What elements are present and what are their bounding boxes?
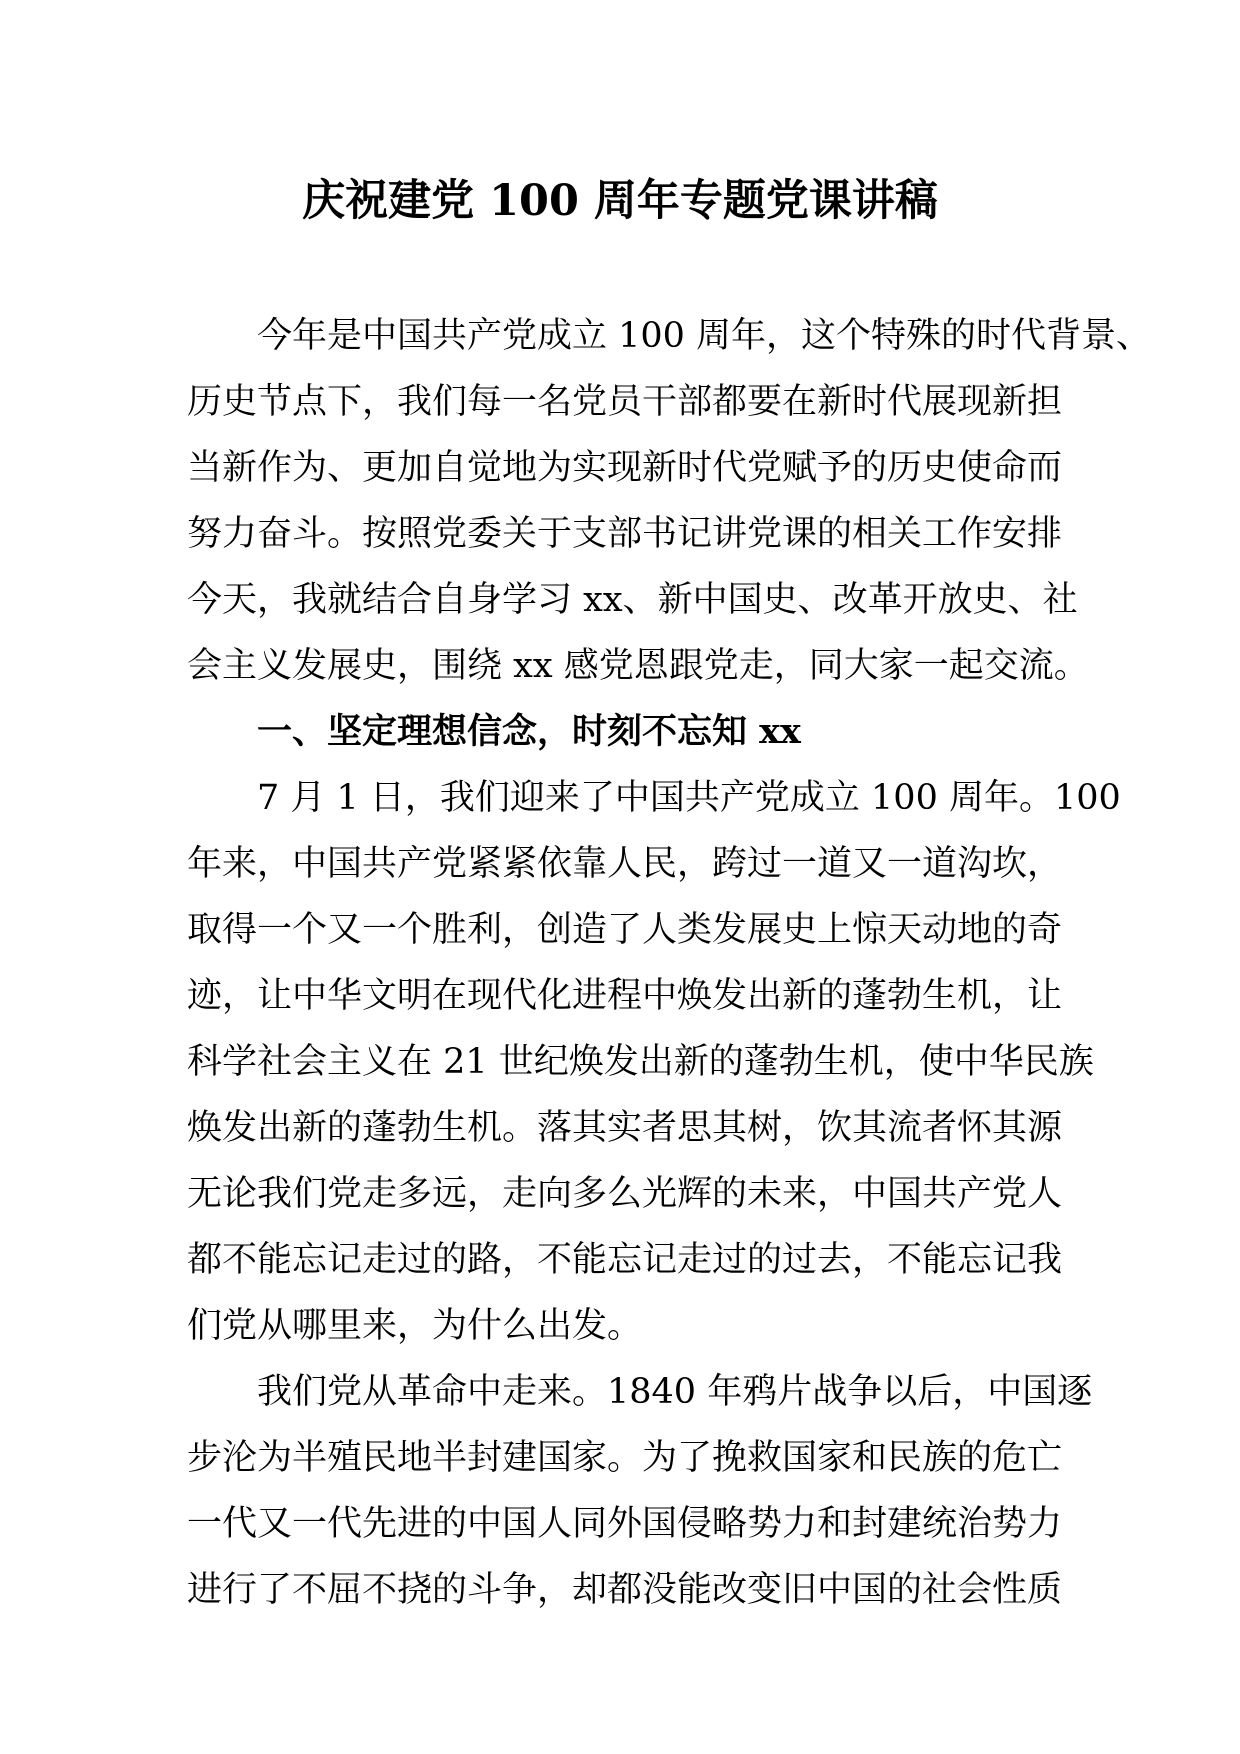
paragraph-line: 科学社会主义在 21 世纪焕发出新的蓬勃生机，使中华民族 — [187, 1042, 1094, 1082]
paragraph-line: 今天，我就结合自身学习 xx、新中国史、改革开放史、社 — [187, 580, 1078, 620]
paragraph-line: 历史节点下，我们每一名党员干部都要在新时代展现新担 — [187, 382, 1063, 422]
document-body — [187, 303, 1152, 1623]
paragraph-line: 迹，让中华文明在现代化进程中焕发出新的蓬勃生机，让 — [187, 976, 1063, 1016]
paragraph-line: 会主义发展史，围绕 xx 感党恩跟党走，同大家一起交流。 — [187, 646, 1089, 686]
document-title: 庆祝建党 100 周年专题党课讲稿 — [302, 176, 938, 226]
paragraph-line: 我们党从革命中走来。1840 年鸦片战争以后，中国逐 — [257, 1372, 1093, 1412]
paragraph-line: 7 月 1 日，我们迎来了中国共产党成立 100 周年。100 — [257, 778, 1121, 818]
paragraph-line: 无论我们党走多远，走向多么光辉的未来，中国共产党人 — [187, 1174, 1063, 1214]
paragraph-line: 取得一个又一个胜利，创造了人类发展史上惊天动地的奇 — [187, 910, 1063, 950]
paragraph-line: 一代又一代先进的中国人同外国侵略势力和封建统治势力 — [187, 1504, 1063, 1544]
paragraph-line: 步沦为半殖民地半封建国家。为了挽救国家和民族的危亡 — [187, 1438, 1063, 1478]
paragraph-line: 今年是中国共产党成立 100 周年，这个特殊的时代背景、 — [257, 316, 1152, 356]
paragraph-line: 努力奋斗。按照党委关于支部书记讲党课的相关工作安排 — [187, 514, 1063, 554]
paragraph-line: 都不能忘记走过的路，不能忘记走过的过去，不能忘记我 — [187, 1240, 1063, 1280]
section-heading: 一、坚定理想信念，时刻不忘知 xx — [257, 711, 801, 752]
paragraph-line: 年来，中国共产党紧紧依靠人民，跨过一道又一道沟坎， — [187, 844, 1063, 884]
paragraph-line: 当新作为、更加自觉地为实现新时代党赋予的历史使命而 — [187, 448, 1063, 488]
paragraph-line: 进行了不屈不挠的斗争，却都没能改变旧中国的社会性质 — [187, 1570, 1063, 1610]
paragraph-line: 们党从哪里来，为什么出发。 — [187, 1306, 643, 1346]
paragraph-line: 焕发出新的蓬勃生机。落其实者思其树，饮其流者怀其源 — [187, 1108, 1063, 1148]
